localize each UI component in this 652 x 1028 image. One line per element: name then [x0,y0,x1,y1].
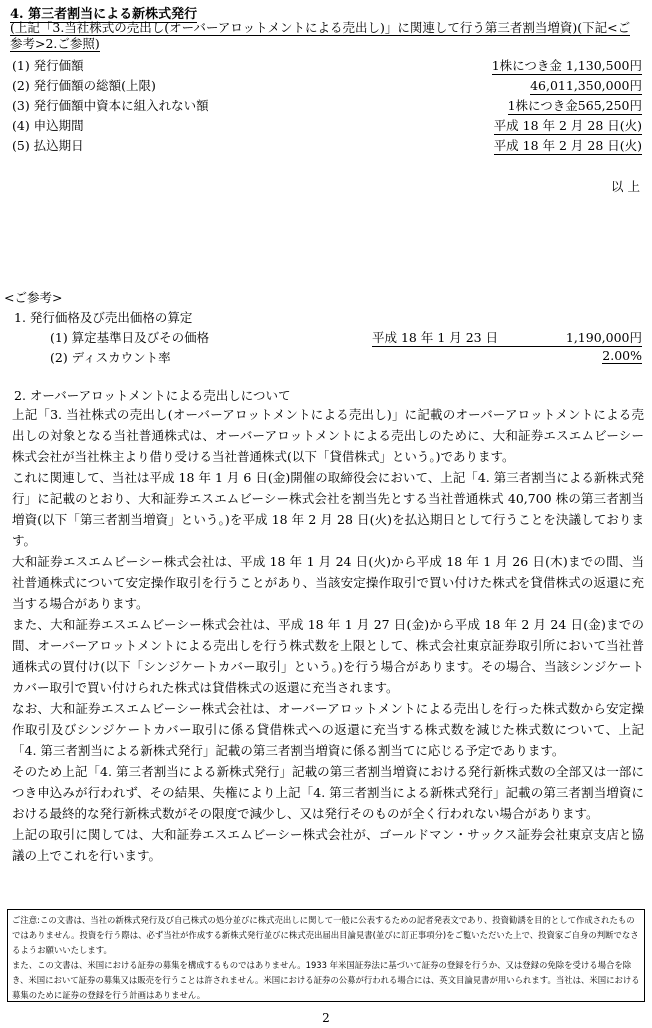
paragraph-6: そのため上記「4. 第三者割当による新株式発行」記載の第三者割当増資における発行新株式数の全部又は一部につき申込みが行われず、その結果、失権により上記「4. 第三者割当による新株式発行」記載の第三者割当増資における最終的な発行新株式数がその限度で減少し、又は発行そのものが全く行われない場合があります。 [12,764,644,821]
notice-paragraph-2: また、この文書は、米国における証券の募集を構成するものではありません。1933 年米国証券法に基づいて証券の登録を行うか、又は登録の免除を受ける場合を除き、米国において証券の募集又は販売を行うことは許されません。米国における証券の公募が行われる場合には、英文目論見書が用いられます。当社は、米国における募集のために証券の登録を行う計画はありません。 [12,960,640,1000]
notice-box [7,909,645,1002]
reference-header: <ご参考> [4,290,63,305]
issue-price-label: (1) 発行価額 [12,58,84,73]
page-number: 2 [322,1011,330,1025]
reference-sub2-body [12,404,644,866]
discount-rate-label: (2) ディスカウント率 [50,350,171,365]
closing-mark: 以 上 [611,179,640,194]
calc-base-label: (1) 算定基準日及びその価格 [50,330,210,345]
paragraph-5: なお、大和証券エスエムビーシー株式会社は、オーバーアロットメントによる売出しを行った株式数から安定操作取引及びシンジケートカバー取引に係る貸借株式への返還に充当する株式数を減じた株式数について、上記「4. 第三者割当による新株式発行」記載の第三者割当増資に係る割当てに応じる予定であります。 [12,701,644,758]
payment-date-value: 平成 18 年 2 月 28 日(火) [493,138,642,153]
paragraph-1: 上記「3. 当社株式の売出し(オーバーアロットメントによる売出し)」に記載のオーバーアロットメントによる売出しの対象となる当社普通株式は、オーバーアロットメントによる売出しのために、大和証券エスエムビーシー株式会社が当社株主より借り受ける当社普通株式(以下「貸借株式」という。)であります。 [12,407,644,464]
application-period-value: 平成 18 年 2 月 28 日(火) [493,118,642,133]
issue-price-value: 1株につき金 1,130,500円 [491,58,642,73]
calc-base-date: 平成 18 年 1 月 23 日 [372,330,499,345]
section4-title: 4. 第三者割当による新株式発行 [10,7,198,22]
paragraph-2: これに関連して、当社は平成 18 年 1 月 6 日(金)開催の取締役会において、上記「4. 第三者割当による新株式発行」に記載のとおり、大和証券エスエムビーシー株式会社を割当先とする当社普通株式 40,700 株の第三者割当増資(以下「第三者割当増資」という。)を平成 18 年 2 月 28 日(火)を払込期日として行うことを決議しております。 [12,470,644,548]
paragraph-3: 大和証券エスエムビーシー株式会社は、平成 18 年 1 月 24 日(火)から平成 18 年 1 月 26 日(木)までの間、当社普通株式について安定操作取引を行うことがあり、当該安定操作取引で買い付けた株式を貸借株式の返還に充当する場合があります。 [12,554,644,611]
payment-date-label: (5) 払込期日 [12,138,84,153]
reference-sub1-title: 1. 発行価格及び売出価格の算定 [14,310,193,325]
application-period-label: (4) 申込期間 [12,118,84,133]
notice-paragraph-1: ご注意:この文書は、当社の新株式発行及び自己株式の処分並びに株式売出しに関して一般に公表するための記者発表文であり、投資勧誘を目的として作成されたものではありません。投資を行う際は、必ず当社が作成する新株式発行並びに株式売出届出目論見書(並びに訂正事項分)をご覧いただいた上で、投資家ご自身の判断でなさるようお願いいたします。 [12,915,639,955]
discount-rate-value: 2.00% [602,348,642,363]
non-capital-label: (3) 発行価額中資本に組入れない額 [12,98,209,113]
non-capital-value: 1株につき金565,250円 [507,98,642,113]
total-issue-label: (2) 発行価額の総額(上限) [12,78,156,93]
paragraph-7: 上記の取引に関しては、大和証券エスエムビーシー株式会社が、ゴールドマン・サックス証券会社東京支店と協議の上でこれを行います。 [12,827,644,863]
paragraph-4: また、大和証券エスエムビーシー株式会社は、平成 18 年 1 月 27 日(金)から平成 18 年 2 月 24 日(金)までの間、オーバーアロットメントによる売出しを行う株式数を上限として、株式会社東京証券取引所において当社普通株式の買付け(以下「シンジケートカバー取引」という。)を行う場合があります。その場合、当該シンジケートカバー取引で買い付けられた株式は貸借株式の返還に充当されます。 [12,617,644,695]
calc-base-value: 1,190,000円 [498,328,642,347]
reference-sub2-title: 2. オーバーアロットメントによる売出しについて [14,388,291,403]
section4-intro: (上記「3.当社株式の売出し(オーバーアロットメントによる売出し)」に関連して行う第三者割当増資)(下記<ご参考>2.ご参照) [10,20,631,51]
total-issue-value: 46,011,350,000円 [530,78,642,93]
